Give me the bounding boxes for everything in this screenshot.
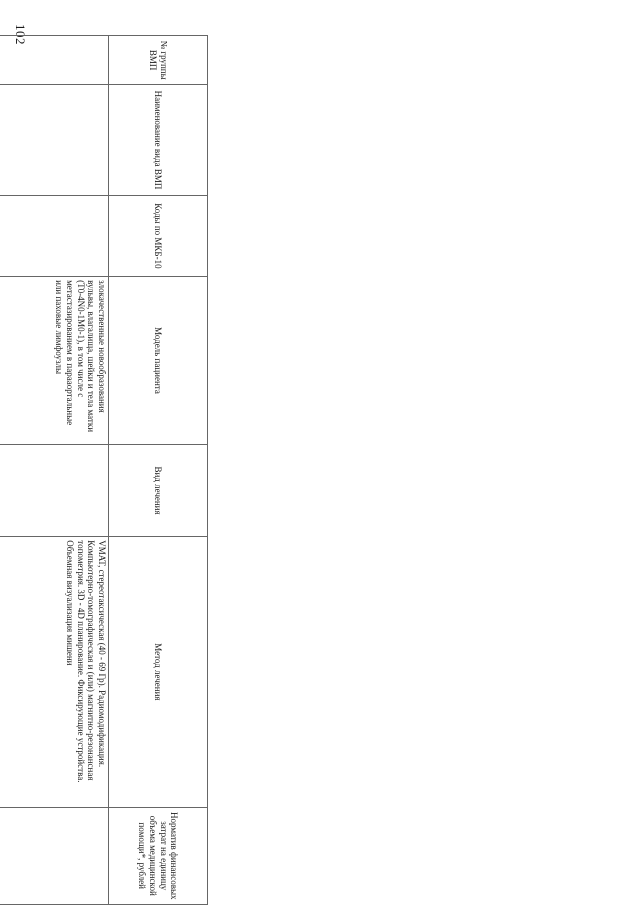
header-treatment-method: Метод лечения	[109, 537, 208, 807]
cell-treatment-kind	[0, 444, 109, 536]
header-treatment-kind: Вид лечения	[109, 444, 208, 536]
header-patient-model: Модель пациента	[109, 277, 208, 445]
rotated-page	[0, 35, 208, 905]
cell-cost-norm	[0, 807, 109, 905]
cell-patient-model: злокачественные новообразования вульвы, влагалища, шейки и тела матки (T0-4N0-1M0-1), в том числе с метастазированием в парааортальные или паховые лимфоузлы	[0, 277, 109, 445]
cell-icd-codes	[0, 195, 109, 276]
cell-vmp-name	[0, 85, 109, 196]
cell-treatment-method: VMAT, стереотаксическая (40 - 69 Гр). Радиомодификация. Компьютерно-томографическая и (или) магнитно-резонансная топометрия. 3D - 4D планирование. Фиксирующие устройства. Объемная визуализация мишени	[0, 537, 109, 807]
page-number: 102	[13, 24, 28, 45]
header-group-number: № группы ВМП	[109, 36, 208, 85]
header-cost-norm: Норматив финансовых затрат на единицу объема медицинской помощи*, рублей	[109, 807, 208, 905]
table-header-row	[109, 36, 208, 905]
header-vmp-name: Наименование вида ВМП	[109, 85, 208, 196]
treatment-table	[0, 35, 208, 905]
cell-group-number	[0, 36, 109, 85]
table-row	[0, 36, 109, 905]
header-icd-codes: Коды по МКБ-10	[109, 195, 208, 276]
